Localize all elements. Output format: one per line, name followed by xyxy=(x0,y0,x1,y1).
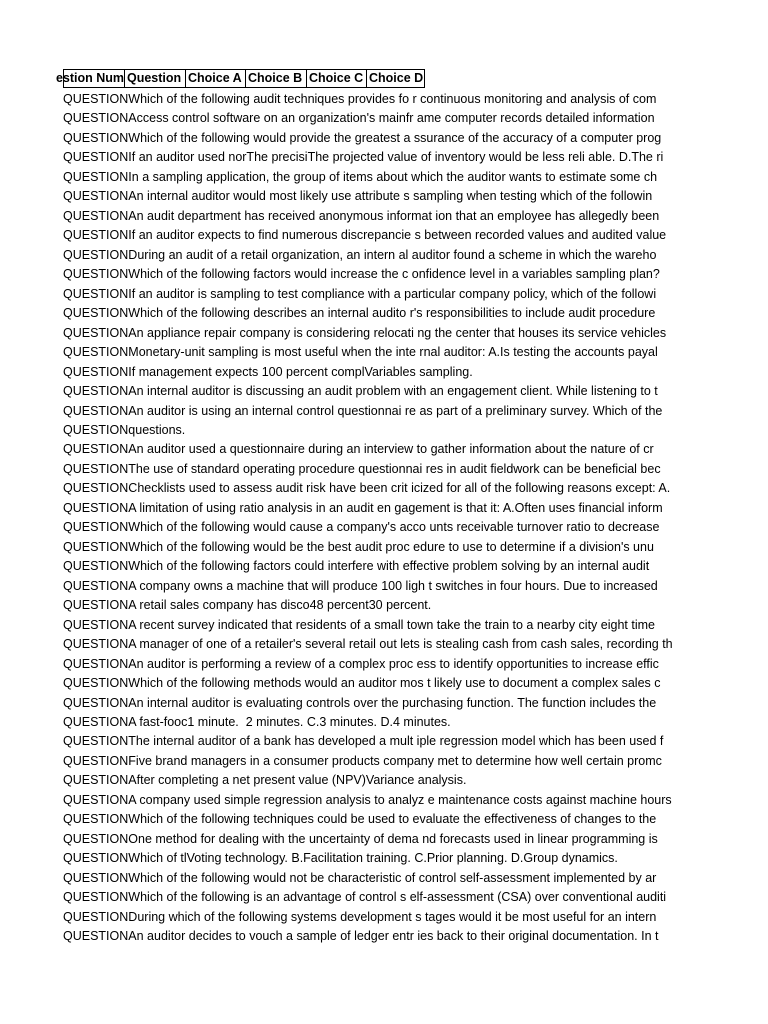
question-text-cell: questions. xyxy=(128,422,186,437)
question-number-cell: QUESTION xyxy=(63,267,129,282)
question-number-cell: QUESTION xyxy=(63,909,129,924)
question-number-cell: QUESTION xyxy=(63,578,129,593)
question-number-cell: QUESTION xyxy=(63,890,129,905)
question-text-cell: In a sampling application, the group of items about which the auditor wants to estimate some ch xyxy=(128,169,658,184)
table-row[interactable] xyxy=(63,324,668,343)
question-number-cell: QUESTION xyxy=(63,189,129,204)
question-number-cell: QUESTION xyxy=(63,656,129,671)
question-number-cell: QUESTION xyxy=(63,403,129,418)
table-row[interactable] xyxy=(63,402,668,421)
question-text-cell: A fast-fooc1 minute. 2 minutes. C.3 minutes. D.4 minutes. xyxy=(128,715,451,729)
table-row[interactable] xyxy=(63,927,668,946)
question-text-cell: Which of the following factors would increase the c onfidence level in a variables sampling plan? xyxy=(128,267,660,282)
table-row[interactable] xyxy=(63,421,668,440)
question-text-cell: The use of standard operating procedure questionnai res in audit fieldwork can be beneficial bec xyxy=(128,461,661,476)
question-text-cell: An appliance repair company is considering relocati ng the center that houses its service vehicles xyxy=(128,325,667,340)
spreadsheet xyxy=(55,69,673,944)
table-row[interactable] xyxy=(63,869,668,888)
table-row[interactable] xyxy=(63,694,668,713)
table-row[interactable] xyxy=(63,655,668,674)
question-text-cell: A limitation of using ratio analysis in an audit en gagement is that it: A.Often uses financial inform xyxy=(128,500,663,515)
question-text-cell: Which of the following techniques could be used to evaluate the effectiveness of changes to the xyxy=(128,812,657,827)
table-row[interactable] xyxy=(63,304,668,323)
question-number-cell: QUESTION xyxy=(63,325,129,340)
question-text-cell: Which of the following describes an internal audito r's responsibilities to include audit procedure xyxy=(128,306,656,321)
question-text-cell: Which of the following factors could interfere with effective problem solving by an internal audit xyxy=(128,559,650,574)
question-number-cell: QUESTION xyxy=(63,559,129,574)
question-text-cell: During an audit of a retail organization, an intern al auditor found a scheme in which the wareho xyxy=(128,247,657,262)
question-text-cell: If an auditor is sampling to test compliance with a particular company policy, which of the followi xyxy=(128,286,657,301)
table-row[interactable] xyxy=(63,557,668,576)
question-number-cell: QUESTION xyxy=(63,831,129,846)
question-text-cell: An auditor is using an internal control questionnai re as part of a preliminary survey. Which of the xyxy=(128,403,663,418)
header-question-number[interactable]: estion Num xyxy=(63,69,125,88)
question-number-cell: QUESTION xyxy=(63,345,129,360)
question-text-cell: After completing a net present value (NPV)Variance analysis. xyxy=(128,773,467,788)
question-text-cell: An audit department has received anonymous informat ion that an employee has allegedly been xyxy=(128,208,660,223)
header-choice-d[interactable]: Choice D xyxy=(366,69,425,88)
question-text-cell: An internal auditor is discussing an audit problem with an engagement client. While listening to t xyxy=(128,384,658,399)
table-row[interactable] xyxy=(63,616,668,635)
table-row[interactable] xyxy=(63,440,668,459)
question-number-cell: QUESTION xyxy=(63,247,129,262)
question-text-cell: Which of the following would be the best audit proc edure to use to determine if a division's unu xyxy=(128,539,654,554)
question-text-cell: An auditor decides to vouch a sample of ledger entr ies back to their original documentation. In t xyxy=(128,929,659,944)
table-row[interactable] xyxy=(63,343,668,362)
question-number-cell: QUESTION xyxy=(63,130,129,145)
header-choice-b[interactable]: Choice B xyxy=(245,69,307,88)
question-number-cell: QUESTION xyxy=(63,676,129,691)
question-text-cell: An internal auditor would most likely use attribute s sampling when testing which of the followin xyxy=(128,189,653,204)
question-text-cell: Which of the following would cause a company's acco unts receivable turnover ratio to decrease xyxy=(128,520,660,535)
question-text-cell: If management expects 100 percent complVariables sampling. xyxy=(128,364,473,379)
table-row[interactable] xyxy=(63,791,672,810)
table-row[interactable] xyxy=(63,129,668,148)
question-number-cell: QUESTION xyxy=(63,169,129,184)
table-row[interactable] xyxy=(63,265,668,284)
question-number-cell: QUESTION xyxy=(63,92,129,106)
table-row[interactable] xyxy=(63,830,668,849)
question-number-cell: QUESTION xyxy=(63,228,129,243)
header-choice-c[interactable]: Choice C xyxy=(306,69,367,88)
question-number-cell: QUESTION xyxy=(63,598,129,613)
table-row[interactable] xyxy=(63,285,668,304)
question-number-cell: QUESTION xyxy=(63,461,129,476)
table-row[interactable] xyxy=(63,635,673,654)
question-number-cell: QUESTION xyxy=(63,792,129,807)
table-row[interactable] xyxy=(63,90,668,109)
question-number-cell: QUESTION xyxy=(63,500,129,515)
table-row[interactable] xyxy=(63,732,668,751)
question-text-cell: Which of tlVoting technology. B.Facilitation training. C.Prior planning. D.Group dynamics. xyxy=(128,851,618,866)
question-text-cell: A company used simple regression analysis to analyz e maintenance costs against machine hours xyxy=(128,792,672,807)
table-row[interactable] xyxy=(63,577,668,596)
question-number-cell: QUESTION xyxy=(63,929,129,944)
table-row[interactable] xyxy=(63,187,668,206)
table-row[interactable] xyxy=(63,109,668,128)
question-number-cell: QUESTION xyxy=(63,111,129,126)
question-number-cell: QUESTION xyxy=(63,442,129,457)
question-text-cell: During which of the following systems development s tages would it be most useful for an intern xyxy=(128,909,657,924)
question-number-cell: QUESTION xyxy=(63,208,129,223)
question-number-cell: QUESTION xyxy=(63,364,129,379)
table-row[interactable] xyxy=(63,674,668,693)
question-text-cell: A recent survey indicated that residents of a small town take the train to a nearby city eight time xyxy=(128,617,655,632)
question-number-cell: QUESTION xyxy=(63,773,129,788)
question-number-cell: QUESTION xyxy=(63,870,129,885)
question-text-cell: Access control software on an organization's mainfr ame computer records detailed information xyxy=(128,111,655,126)
question-text-cell: An auditor used a questionnaire during an interview to gather information about the nature of cr xyxy=(128,442,654,457)
question-text-cell: The internal auditor of a bank has developed a mult iple regression model which has been used f xyxy=(128,734,664,749)
table-row[interactable] xyxy=(63,888,668,907)
question-number-cell: QUESTION xyxy=(63,520,129,535)
table-row[interactable] xyxy=(63,168,668,187)
question-number-cell: QUESTION xyxy=(63,481,129,496)
question-number-cell: QUESTION xyxy=(63,286,129,301)
question-text-cell: An internal auditor is evaluating controls over the purchasing function. The function includes the xyxy=(128,695,657,710)
table-row[interactable] xyxy=(63,518,668,537)
table-row[interactable] xyxy=(63,226,668,245)
question-text-cell: Which of the following would provide the greatest a ssurance of the accuracy of a computer prog xyxy=(128,130,662,145)
table-row[interactable] xyxy=(63,363,668,382)
question-text-cell: A manager of one of a retailer's several retail out lets is stealing cash from cash sales, recording th xyxy=(128,637,673,652)
table-row[interactable] xyxy=(63,382,668,401)
question-text-cell: Five brand managers in a consumer products company met to determine how well certain promc xyxy=(128,753,662,768)
question-text-cell: Monetary-unit sampling is most useful when the inte rnal auditor: A.Is testing the accounts payal xyxy=(128,345,658,360)
question-text-cell: If an auditor expects to find numerous discrepancie s between recorded values and audited value xyxy=(128,228,667,243)
question-number-cell: QUESTION xyxy=(63,637,129,652)
table-row[interactable] xyxy=(63,596,668,615)
question-text-cell: An auditor is performing a review of a complex proc ess to identify opportunities to increase effic xyxy=(128,656,659,671)
question-number-cell: QUESTION xyxy=(63,384,129,399)
table-row[interactable] xyxy=(63,771,668,790)
question-number-cell: QUESTION xyxy=(63,734,129,749)
table-row[interactable] xyxy=(63,499,668,518)
question-text-cell: Which of the following audit techniques provides fo r continuous monitoring and analysis of com xyxy=(128,92,657,106)
question-number-cell: QUESTION xyxy=(63,851,129,866)
question-number-cell: QUESTION xyxy=(63,715,129,729)
question-text-cell: Which of the following would not be characteristic of control self-assessment implemented by ar xyxy=(128,870,657,885)
question-text-cell: One method for dealing with the uncertainty of dema nd forecasts used in linear programming is xyxy=(128,831,658,846)
table-row[interactable] xyxy=(63,810,668,829)
header-row xyxy=(55,69,668,89)
question-text-cell: If an auditor used norThe precisiThe projected value of inventory would be less reli able. D.The ri xyxy=(128,150,664,165)
question-number-cell: QUESTION xyxy=(63,306,129,321)
table-row[interactable] xyxy=(63,246,668,265)
table-row[interactable] xyxy=(63,207,668,226)
question-text-cell: Which of the following is an advantage of control s elf-assessment (CSA) over conventional auditi xyxy=(128,890,667,905)
question-number-cell: QUESTION xyxy=(63,422,129,437)
table-row[interactable] xyxy=(63,460,668,479)
question-text-cell: Which of the following methods would an auditor mos t likely use to document a complex sales c xyxy=(128,676,661,691)
question-text-cell: A retail sales company has disco48 percent30 percent. xyxy=(128,598,432,613)
table-row[interactable] xyxy=(63,713,668,732)
header-choice-a[interactable]: Choice A xyxy=(185,69,246,88)
question-number-cell: QUESTION xyxy=(63,539,129,554)
question-number-cell: QUESTION xyxy=(63,695,129,710)
question-number-cell: QUESTION xyxy=(63,617,129,632)
data-rows xyxy=(63,90,673,947)
table-row[interactable] xyxy=(63,538,668,557)
table-row[interactable] xyxy=(63,908,668,927)
table-row[interactable] xyxy=(63,148,668,167)
question-text-cell: A company owns a machine that will produce 100 ligh t switches in four hours. Due to increased xyxy=(128,578,658,593)
question-number-cell: QUESTION xyxy=(63,753,129,768)
header-question[interactable]: Question xyxy=(124,69,186,88)
question-number-cell: QUESTION xyxy=(63,812,129,827)
table-row[interactable] xyxy=(63,849,668,868)
table-row[interactable] xyxy=(63,752,668,771)
question-number-cell: QUESTION xyxy=(63,150,129,165)
table-row[interactable] xyxy=(63,479,671,498)
question-text-cell: Checklists used to assess audit risk have been crit icized for all of the following reasons except: A. xyxy=(128,481,671,496)
